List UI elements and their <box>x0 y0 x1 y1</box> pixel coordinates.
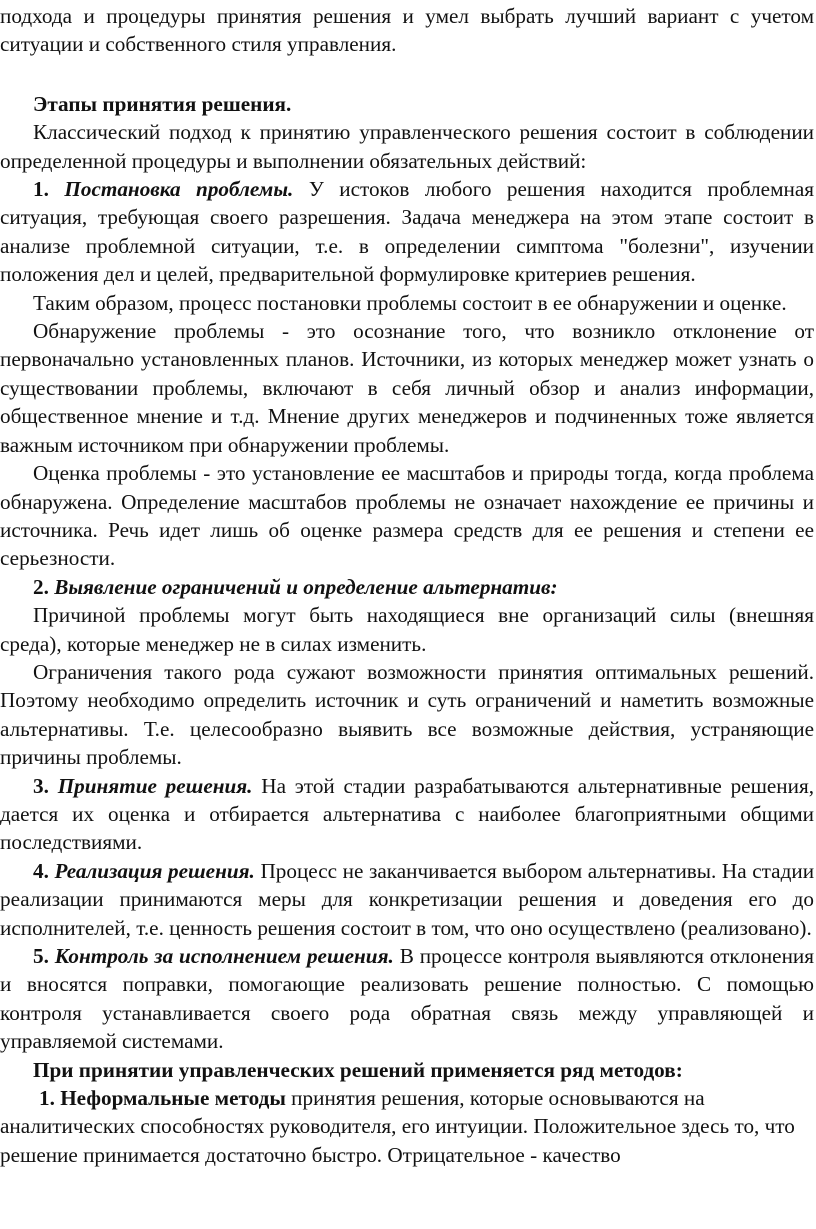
step1-title: Постановка проблемы. <box>64 177 294 202</box>
step3-paragraph <box>0 772 814 857</box>
step2-paragraph <box>0 573 814 601</box>
step1-text: У истоков любого решения находится проблемная ситуация, требующая своего разрешения. Задача менеджера на этом этапе состоит в анализе проблемной ситуации, т.е. в определении симптома "болезни", изучении положения дел и целей, предварительной формулировке критериев решения. <box>0 177 814 287</box>
step5-title: Контроль за исполнением решения. <box>54 944 394 968</box>
step5-text: В процессе контроля выявляются отклонения и вносятся поправки, помогающие реализовать решение полностью. С помощью контроля устанавливается своего рода обратная связь между управляющей и управляемой системами. <box>0 944 815 1054</box>
step3-title: Принятие решения. <box>57 773 253 798</box>
step1-number: 1. <box>33 177 49 202</box>
thus-paragraph: Таким образом, процесс постановки проблемы состоит в ее обнаружении и оценке. <box>33 290 787 315</box>
step4-number: 4. <box>33 858 49 883</box>
method1-paragraph <box>0 1084 814 1169</box>
assessment-paragraph: Оценка проблемы - это установление ее масштабов и природы тогда, когда проблема обнаружена. Определение масштабов проблемы не означает нахождение ее причины и источника. Речь идет лишь об оценке размера средств для ее решения и степени ее серьезности. <box>0 461 814 571</box>
paragraph-spacer <box>0 59 814 90</box>
step2-number: 2. <box>33 574 49 599</box>
step5-paragraph <box>0 942 814 1056</box>
step2-title: Выявление ограничений и определение альтернатив: <box>54 574 558 599</box>
methods-heading: При принятии управленческих решений применяется ряд методов: <box>33 1057 683 1082</box>
step4-paragraph <box>0 857 814 942</box>
intro-tail-paragraph: подхода и процедуры принятия решения и умел выбрать лучший вариант с учетом ситуации и собственного стиля управления. <box>0 4 814 57</box>
step1-paragraph <box>0 175 814 289</box>
step4-text: Процесс не заканчивается выбором альтернативы. На стадии реализации принимаются меры для конкретизации решения и доведения его до исполнителей, т.е. ценность решения состоит в том, что оно осуществлено (реализовано). <box>0 858 815 940</box>
step3-number: 3. <box>33 773 49 798</box>
step5-number: 5. <box>33 944 49 968</box>
method1-text: принятия решения, которые основываются на аналитических способностях руководителя, его интуиции. Положительное здесь то, что решение принимается достаточно быстро. Отрицательное - качество <box>0 1086 795 1167</box>
detection-paragraph: Обнаружение проблемы - это осознание того, что возникло отклонение от первоначально установленных планов. Источники, из которых менеджер может узнать о существовании проблемы, включают в себя личный обзор и анализ информации, общественное мнение и т.д. Мнение других менеджеров и подчиненных тоже является важным источником при обнаружении проблемы. <box>0 319 814 457</box>
classic-approach-paragraph: Классический подход к принятию управленческого решения состоит в соблюдении определенной процедуры и выполнении обязательных действий: <box>0 120 814 173</box>
limits-paragraph: Ограничения такого рода сужают возможности принятия оптимальных решений. Поэтому необходимо определить источник и суть ограничений и наметить возможные альтернативы. Т.е. целесообразно выявить все возможные действия, устраняющие причины проблемы. <box>0 659 814 770</box>
section-title: Этапы принятия решения. <box>33 91 292 116</box>
cause-paragraph: Причиной проблемы могут быть находящиеся вне организаций силы (внешняя среда), которые менеджер не в силах изменить. <box>0 603 814 656</box>
method1-title: 1. Неформальные методы <box>39 1086 286 1111</box>
step4-title: Реализация решения. <box>54 858 255 883</box>
step3-text: На этой стадии разрабатываются альтернативные решения, дается их оценка и отбирается альтернатива с наиболее благоприятными общими последствиями. <box>0 773 815 855</box>
